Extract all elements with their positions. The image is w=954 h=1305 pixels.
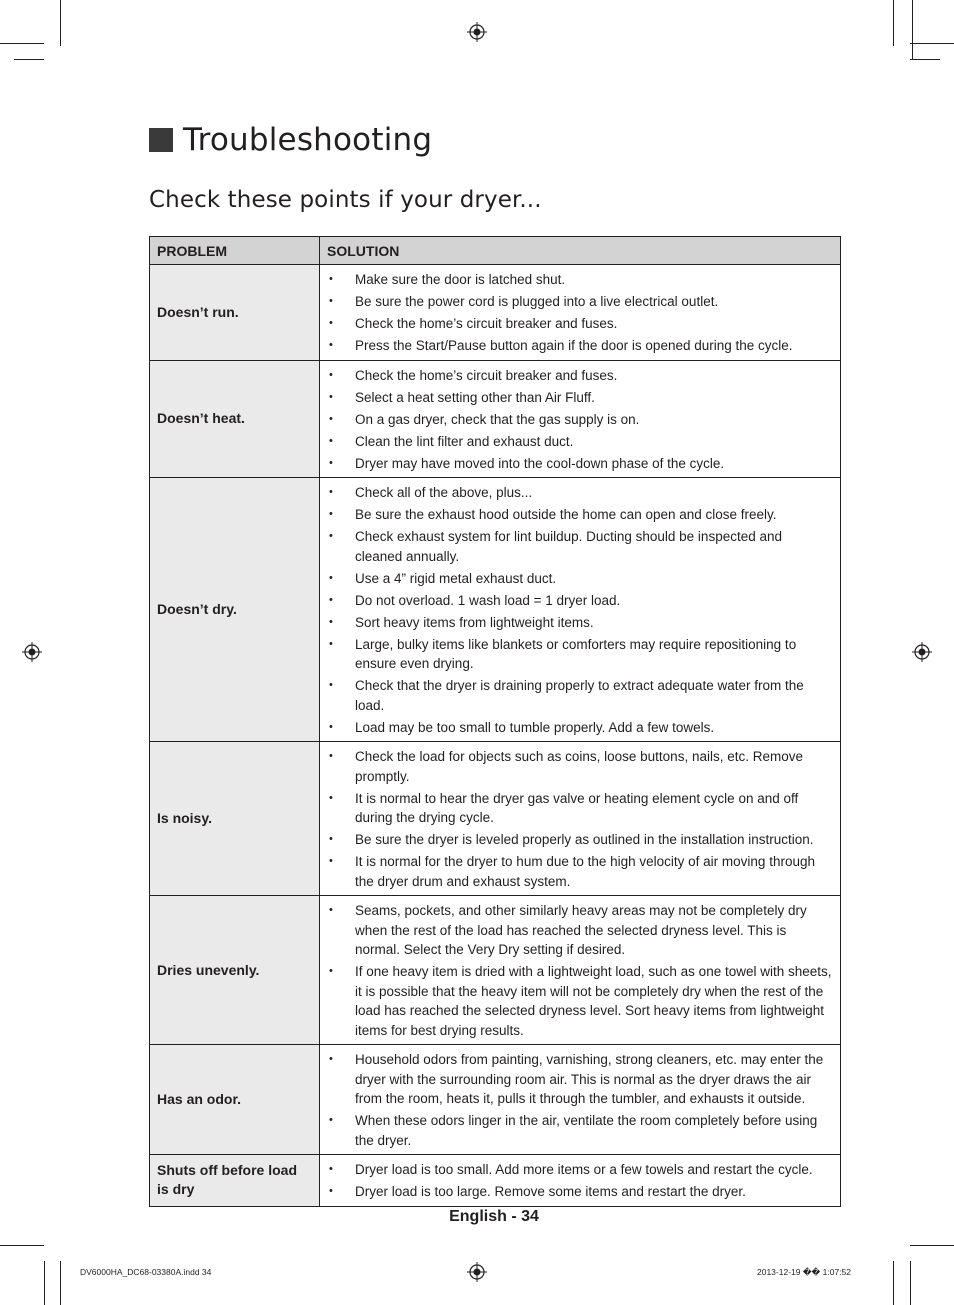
problem-cell: Dries unevenly. (150, 896, 320, 1045)
table-header-row (150, 237, 841, 265)
header-problem: PROBLEM (150, 237, 320, 265)
solution-item: • Sort heavy items from lightweight items. (327, 613, 832, 633)
solution-list (327, 1160, 832, 1202)
page-subtitle: Check these points if your dryer... (149, 187, 542, 213)
solution-item: • On a gas dryer, check that the gas supply is on. (327, 410, 832, 430)
solution-item: • Use a 4” rigid metal exhaust duct. (327, 569, 832, 589)
table-row (150, 265, 841, 361)
solution-item: • Household odors from painting, varnishing, strong cleaners, etc. may enter the dryer with the surrounding room air. This is normal as the dryer draws the air from the room, heats it, pulls it through the tumbler, and exhausts it outside. (327, 1050, 832, 1109)
problem-cell: Doesn’t heat. (150, 360, 320, 478)
section-title-text: Troubleshooting (183, 122, 433, 158)
crop-mark (60, 0, 61, 46)
solution-item: • Press the Start/Pause button again if the door is opened during the cycle. (327, 336, 832, 356)
page-number: English - 34 (449, 1208, 539, 1225)
solution-item: • Dryer load is too small. Add more items or a few towels and restart the cycle. (327, 1160, 832, 1180)
solution-item: • Select a heat setting other than Air Fluff. (327, 388, 832, 408)
solution-item: • Clean the lint filter and exhaust duct. (327, 432, 832, 452)
solution-cell (320, 1045, 841, 1155)
solution-item: • Large, bulky items like blankets or comforters may require repositioning to ensure even drying. (327, 635, 832, 674)
crop-mark (910, 1261, 911, 1305)
solution-item: • Be sure the power cord is plugged into a live electrical outlet. (327, 292, 832, 312)
table-row (150, 896, 841, 1045)
solution-cell (320, 360, 841, 478)
solution-cell (320, 265, 841, 361)
header-solution: SOLUTION (320, 237, 841, 265)
problem-cell: Shuts off before load is dry (150, 1155, 320, 1207)
problem-cell: Doesn’t dry. (150, 478, 320, 742)
file-slug: DV6000HA_DC68-03380A.indd 34 (80, 1267, 212, 1277)
registration-mark-icon (22, 642, 42, 662)
problem-cell: Doesn’t run. (150, 265, 320, 361)
solution-item: • Make sure the door is latched shut. (327, 270, 832, 290)
solution-item: • Be sure the dryer is leveled properly as outlined in the installation instruction. (327, 830, 832, 850)
solution-item: • Check exhaust system for lint buildup. Ducting should be inspected and cleaned annually. (327, 527, 832, 566)
section-title (149, 122, 432, 158)
solution-item: • Check all of the above, plus... (327, 483, 832, 503)
troubleshooting-table (149, 236, 841, 1207)
crop-mark (60, 1261, 61, 1305)
crop-mark (910, 43, 954, 44)
crop-mark (893, 0, 894, 46)
crop-mark (14, 59, 44, 60)
crop-mark (910, 59, 940, 60)
registration-mark-icon (467, 1262, 487, 1282)
solution-item: • Check the load for objects such as coins, loose buttons, nails, etc. Remove promptly. (327, 747, 832, 786)
table-row (150, 478, 841, 742)
registration-mark-icon (467, 22, 487, 42)
solution-list (327, 1050, 832, 1150)
registration-mark-icon (912, 642, 932, 662)
crop-mark (0, 43, 44, 44)
problem-cell: Is noisy. (150, 742, 320, 896)
solution-cell (320, 742, 841, 896)
solution-item: • It is normal to hear the dryer gas valve or heating element cycle on and off during the drying cycle. (327, 789, 832, 828)
problem-cell: Has an odor. (150, 1045, 320, 1155)
solution-item: • Be sure the exhaust hood outside the home can open and close freely. (327, 505, 832, 525)
title-square-icon (149, 128, 173, 152)
table-row (150, 1045, 841, 1155)
print-timestamp: 2013-12-19 �� 1:07:52 (757, 1267, 851, 1277)
solution-item: • When these odors linger in the air, ventilate the room completely before using the dryer. (327, 1111, 832, 1150)
table-row (150, 1155, 841, 1207)
solution-list (327, 901, 832, 1040)
solution-item: • Check that the dryer is draining properly to extract adequate water from the load. (327, 676, 832, 715)
crop-mark (912, 0, 913, 60)
solution-cell (320, 478, 841, 742)
table-row (150, 360, 841, 478)
table-row (150, 742, 841, 896)
solution-cell (320, 1155, 841, 1207)
solution-list (327, 366, 832, 474)
solution-list (327, 270, 832, 356)
solution-item: • Load may be too small to tumble properly. Add a few towels. (327, 718, 832, 738)
crop-mark (0, 1245, 44, 1246)
solution-item: • Check the home’s circuit breaker and fuses. (327, 366, 832, 386)
crop-mark (44, 1261, 45, 1305)
solution-list (327, 747, 832, 891)
solution-item: • Dryer may have moved into the cool-down phase of the cycle. (327, 454, 832, 474)
solution-item: • Seams, pockets, and other similarly heavy areas may not be completely dry when the rest of the load has reached the selected dryness level. This is normal. Select the Very Dry setting if desired. (327, 901, 832, 960)
crop-mark (893, 1261, 894, 1305)
solution-item: • Dryer load is too large. Remove some items and restart the dryer. (327, 1182, 832, 1202)
crop-mark (910, 1245, 954, 1246)
solution-item: • It is normal for the dryer to hum due to the high velocity of air moving through the dryer drum and exhaust system. (327, 852, 832, 891)
solution-item: • Check the home’s circuit breaker and fuses. (327, 314, 832, 334)
solution-item: • If one heavy item is dried with a lightweight load, such as one towel with sheets, it is possible that the heavy item will not be completely dry when the rest of the load has reached the selected dryness level. Sort heavy items from lightweight items for best drying results. (327, 962, 832, 1040)
solution-item: • Do not overload. 1 wash load = 1 dryer load. (327, 591, 832, 611)
solution-cell (320, 896, 841, 1045)
solution-list (327, 483, 832, 737)
